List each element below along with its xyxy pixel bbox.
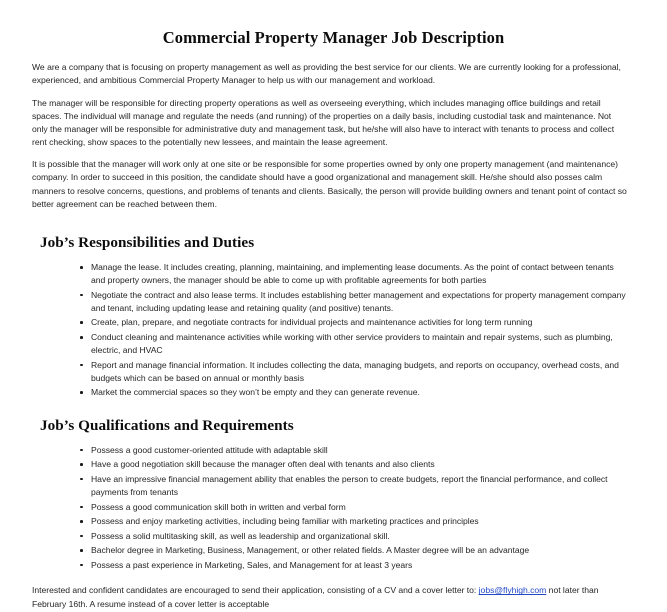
list-item: Conduct cleaning and maintenance activities while working with other service providers to maintain and repair systems, such as plumbing, electric, and HVAC	[80, 331, 629, 357]
intro-paragraph-2: The manager will be responsible for directing property operations as well as overseeing everything, which includes managing office buildings and retail spaces. The individual will manage and regulate the needs (and running) of the properties on a daily basis, including custodial task and maintenance. Not only the manager will be responsible for administrative duty and management task, but he/she will also have to interact with tenants to process and collect rent checking, show spaces to the potentially new lessees, and maintain the lease agreement.	[32, 97, 615, 147]
intro-section	[32, 61, 635, 211]
section-qualifications	[32, 401, 635, 572]
list-item: Have a good negotiation skill because the manager often deal with tenants and also clients	[80, 458, 629, 471]
section-responsibilities	[32, 220, 635, 399]
list-item: Possess a past experience in Marketing, Sales, and Management for at least 3 years	[80, 559, 629, 572]
list-item: Negotiate the contract and also lease terms. It includes establishing better management and expectations for property management company and tenant, including updating lease and retaining quality (and positive) tenants.	[80, 289, 629, 315]
closing-paragraph	[32, 584, 635, 612]
closing-text-before: Interested and confident candidates are encouraged to send their application, consisting of a CV and a cover letter to:	[32, 585, 479, 596]
closing-section	[32, 573, 635, 612]
intro-paragraph-1: We are a company that is focusing on property management as well as providing the best service for our clients. We are currently looking for a professional, experienced, and ambitious Commercial Property Manager to help us with our management and workload.	[32, 62, 621, 86]
list-item: Create, plan, prepare, and negotiate contracts for individual projects and maintenance activities for long term running	[80, 316, 629, 329]
list-item: Market the commercial spaces so they won’t be empty and they can generate revenue.	[80, 386, 629, 399]
list-item: Bachelor degree in Marketing, Business, Management, or other related fields. A Master degree will be an advantage	[80, 544, 629, 557]
list-item: Possess a solid multitasking skill, as well as leadership and organizational skill.	[80, 530, 629, 543]
section-heading-qualifications: Job’s Qualifications and Requirements	[40, 416, 294, 434]
application-email-link[interactable]: jobs@flyhigh.com	[478, 585, 547, 596]
page-title: Commercial Property Manager Job Description	[162, 28, 505, 47]
list-item: Possess a good communication skill both in written and verbal form	[80, 501, 629, 514]
list-item: Have an impressive financial management ability that enables the person to create budgets, report the financial performance, and collect payments from tenants	[80, 473, 629, 499]
list-item: Report and manage financial information. It includes collecting the data, managing budgets, and reports on occupancy, overhead costs, and budgets which can be based on annual or monthly basis	[80, 359, 629, 385]
closing-text-after: not later than February 16th. A resume instead of a cover letter is acceptable	[32, 585, 599, 610]
responsibilities-list	[32, 261, 635, 399]
list-item: Manage the lease. It includes creating, planning, maintaining, and implementing lease documents. As the point of contact between tenants and property owners, the manager should be able to come up with profitable agreements for both parties	[80, 261, 629, 287]
list-item: Possess a good customer-oriented attitude with adaptable skill	[80, 444, 629, 457]
list-item: Possess and enjoy marketing activities, including being familiar with marketing practices and principles	[80, 515, 629, 528]
section-heading-responsibilities: Job’s Responsibilities and Duties	[40, 234, 255, 252]
intro-paragraph-3: It is possible that the manager will work only at one site or be responsible for some properties owned by only one property management (and maintenance) company. In order to succeed in this position, the candidate should have a good organizational and management skill. He/she should also posses calm manners to resolve concerns, questions, and problems of tenants and clients. Basically, the person will provide building owners and tenant point of contact so better agreement can be reached between them.	[32, 159, 627, 209]
